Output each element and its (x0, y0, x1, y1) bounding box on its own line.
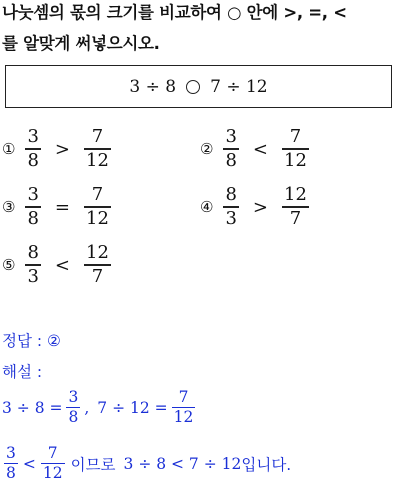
solution-expr-1: 3 ÷ 8 = (2, 398, 63, 417)
comparison-sign: < (252, 138, 268, 160)
comparison-sign: > (54, 138, 70, 160)
answer-value: ② (47, 332, 61, 350)
fraction-left: $\frac{8}{3}$ (225, 184, 237, 229)
solution-line-1 (2, 388, 197, 427)
question-text-line1: 나눗셈의 몫의 크기를 비교하여 ○ 안에 >, =, < (2, 3, 347, 22)
expression-box (5, 65, 392, 108)
comparison-sign: < (54, 254, 70, 276)
question-text-line2: 를 알맞게 써넣으시오. (2, 34, 160, 53)
option-number: ⑤ (2, 256, 16, 274)
solution-fraction-2: $\frac{7}{12}$ (173, 388, 194, 427)
option-number: ② (200, 140, 214, 158)
comparison-sign: = (54, 196, 70, 218)
solution-text-end: 입니다. (241, 455, 292, 474)
option-number: ① (2, 140, 16, 158)
solution-expr-2: 7 ÷ 12 = (97, 398, 168, 417)
option-3[interactable] (2, 180, 113, 234)
option-2[interactable] (200, 122, 311, 176)
fraction-left: $\frac{3}{8}$ (27, 184, 39, 229)
fraction-left: $\frac{8}{3}$ (27, 242, 39, 287)
fraction-right: $\frac{7}{12}$ (86, 126, 109, 171)
fraction-right: $\frac{7}{12}$ (284, 126, 307, 171)
solution-fraction-1: $\frac{3}{8}$ (68, 388, 79, 427)
answer-line (2, 329, 61, 351)
option-4[interactable] (200, 180, 311, 234)
solution-less-than: < (22, 454, 36, 473)
solution-separator: , (84, 398, 90, 417)
blank-circle-icon[interactable] (186, 80, 200, 94)
option-number: ③ (2, 198, 16, 216)
option-5[interactable] (2, 238, 113, 292)
fraction-right: $\frac{12}{7}$ (86, 242, 109, 287)
fraction-left: $\frac{3}{8}$ (27, 126, 39, 171)
expression-right: 7 ÷ 12 (210, 76, 268, 97)
solution-conclusion-expr: 3 ÷ 8 < 7 ÷ 12 (123, 454, 242, 473)
expression-left: 3 ÷ 8 (129, 76, 177, 97)
fraction-right: $\frac{12}{7}$ (284, 184, 307, 229)
solution-text-because: 이므로 (70, 455, 116, 474)
solution-line-2 (2, 444, 291, 483)
fraction-right: $\frac{7}{12}$ (86, 184, 109, 229)
solution-fraction-4: $\frac{7}{12}$ (42, 444, 63, 483)
solution-fraction-3: $\frac{3}{8}$ (6, 444, 16, 483)
answer-label: 정답 : (2, 332, 43, 350)
fraction-left: $\frac{3}{8}$ (225, 126, 237, 171)
explanation-label: 해설 : (2, 363, 43, 381)
option-1[interactable] (2, 122, 113, 176)
comparison-sign: > (252, 196, 268, 218)
option-number: ④ (200, 198, 214, 216)
